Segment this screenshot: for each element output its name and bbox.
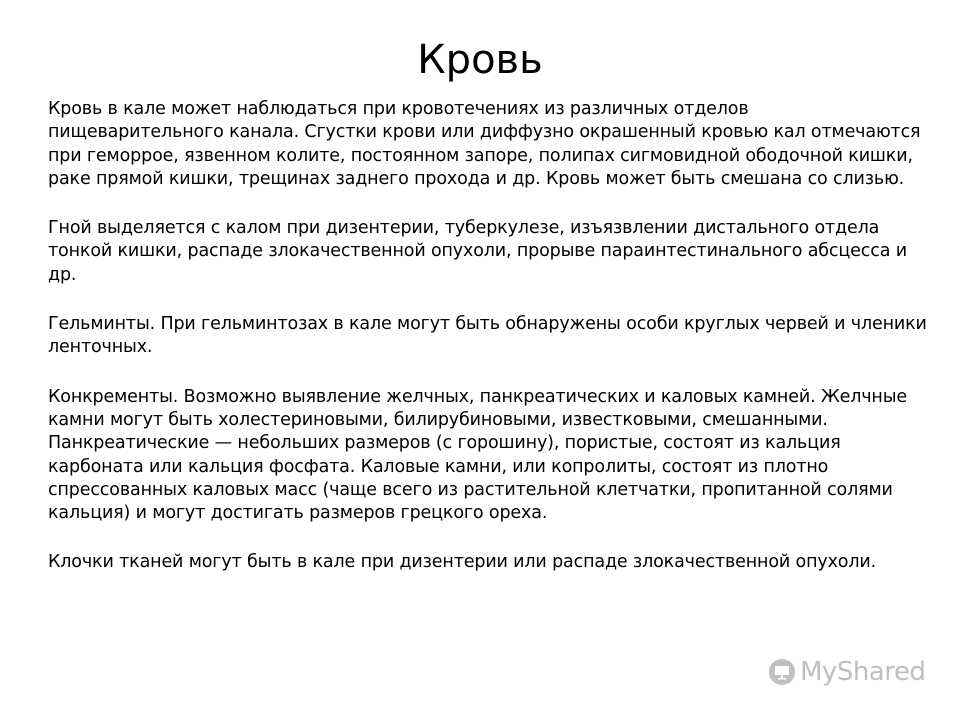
watermark-text: MyShared [800,657,926,687]
slide-title: Кровь [417,37,543,83]
paragraph-pus: Гной выделяется с калом при дизентерии, туберкулезе, изъязвлении дистального отдела тонкой кишки, распаде злокачественной опухоли, прорыве параинтестинального абсцесса и др. [48,218,907,285]
paragraph-blood: Кровь в кале может наблюдаться при кровотечениях из различных отделов пищеварительного канала. Сгустки крови или диффузно окрашенный кровью кал отмечаются при геморрое, язвенном колите, постоянном запоре, полипах сигмовидной ободочной кишки, раке прямой кишки, трещинах заднего прохода и др. Кровь может быть смешана со слизью. [48,99,921,189]
paragraph-concrements: Конкременты. Возможно выявление желчных, панкреатических и каловых камней. Желчные камни могут быть холестериновыми, билирубиновыми, известковыми, смешанными. Панкреатические — небольших размеров (с горошину), пористые, состоят из кальция карбоната или кальция фосфата. Каловые камни, или копролиты, состоят из плотно спрессованных каловых масс (чаще всего из растительной клетчатки, пропитанной солями кальция) и могут достигать размеров грецкого ореха. [48,386,908,524]
paragraph-tissue: Клочки тканей могут быть в кале при дизентерии или распаде злокачественной опухоли. [48,552,877,573]
projector-screen-icon [768,658,796,686]
watermark-logo [768,654,925,690]
slide-body [48,98,928,601]
paragraph-helminths: Гельминты. При гельминтозах в кале могут быть обнаружены особи круглых червей и членики ленточных. [48,314,927,358]
